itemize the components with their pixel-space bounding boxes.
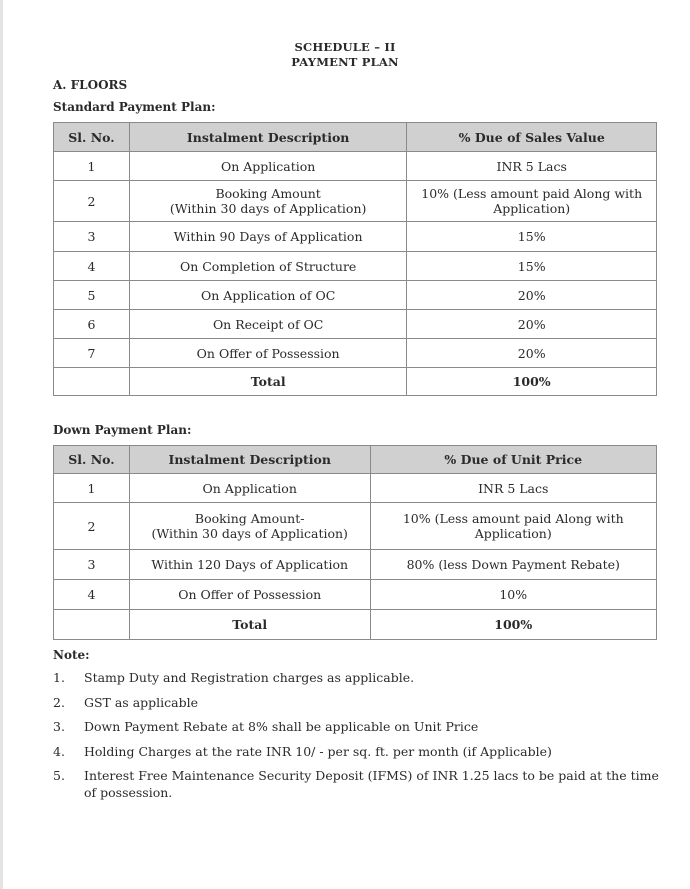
- total-value: 100%: [370, 610, 657, 640]
- table-row: [54, 339, 657, 368]
- serial-number: 5: [54, 281, 130, 310]
- column-header: Instalment Description: [129, 123, 407, 152]
- table-row: [54, 580, 657, 610]
- instalment-description: On Offer of Possession: [129, 580, 370, 610]
- note-number: 5.: [53, 768, 65, 783]
- note-number: 4.: [53, 743, 65, 759]
- note-text: Holding Charges at the rate INR 10/ - per sq. ft. per month (if Applicable): [84, 743, 552, 759]
- instalment-description: Within 120 Days of Application: [129, 550, 370, 580]
- due-value: [407, 181, 657, 222]
- empty-cell: [54, 610, 130, 640]
- table-row: [54, 181, 657, 222]
- serial-number: 1: [54, 474, 130, 503]
- serial-number: 7: [54, 339, 130, 368]
- instalment-description: On Offer of Possession: [129, 339, 407, 368]
- notes-list: [53, 670, 663, 809]
- due-line: Application): [493, 201, 571, 216]
- table-header-row: [54, 123, 657, 152]
- due-value: INR 5 Lacs: [407, 152, 657, 181]
- column-header: Instalment Description: [129, 446, 370, 474]
- note-text: Stamp Duty and Registration charges as applicable.: [84, 670, 415, 685]
- empty-cell: [54, 368, 130, 396]
- due-line: 10% (Less amount paid Along with: [421, 186, 643, 201]
- note-item: [53, 695, 663, 712]
- note-text: GST as applicable: [84, 694, 199, 710]
- column-header: % Due of Sales Value: [407, 123, 657, 152]
- total-row: [54, 368, 657, 396]
- description-line: (Within 30 days of Application): [151, 526, 348, 541]
- due-line: Application): [474, 526, 552, 541]
- table-header-row: [54, 446, 657, 474]
- note-text: Down Payment Rebate at 8% shall be applicable on Unit Price: [84, 719, 479, 734]
- down-plan-heading: Down Payment Plan:: [53, 423, 192, 437]
- table-row: [54, 222, 657, 252]
- instalment-description: Within 90 Days of Application: [129, 222, 407, 252]
- column-header: % Due of Unit Price: [370, 446, 657, 474]
- description-line: Booking Amount: [215, 186, 321, 201]
- table-row: [54, 474, 657, 503]
- column-header: Sl. No.: [54, 446, 130, 474]
- table-row: [54, 550, 657, 580]
- note-text: Interest Free Maintenance Security Deposit (IFMS) of INR 1.25 lacs to be paid at the time of possession.: [84, 768, 659, 800]
- note-number: 2.: [53, 694, 65, 710]
- due-value: 20%: [407, 281, 657, 310]
- serial-number: 6: [54, 310, 130, 339]
- total-value: 100%: [407, 368, 657, 396]
- instalment-description: On Application of OC: [129, 281, 407, 310]
- standard-plan-table: [53, 122, 657, 396]
- instalment-description: On Application: [129, 152, 407, 181]
- note-heading: Note:: [53, 648, 90, 662]
- due-line: 10% (Less amount paid Along with: [402, 511, 624, 526]
- due-value: [370, 503, 657, 550]
- total-row: [54, 610, 657, 640]
- due-value: 15%: [407, 222, 657, 252]
- serial-number: 2: [54, 181, 130, 222]
- serial-number: 3: [54, 550, 130, 580]
- table-row: [54, 310, 657, 339]
- standard-plan-heading: Standard Payment Plan:: [53, 100, 216, 114]
- note-number: 1.: [53, 670, 65, 685]
- due-value: 15%: [407, 252, 657, 281]
- column-header: Sl. No.: [54, 123, 130, 152]
- serial-number: 3: [54, 222, 130, 252]
- total-label: Total: [129, 368, 407, 396]
- total-label: Total: [129, 610, 370, 640]
- serial-number: 1: [54, 152, 130, 181]
- serial-number: 2: [54, 503, 130, 550]
- note-item: [53, 768, 663, 801]
- description-line: Booking Amount-: [194, 511, 305, 526]
- note-item: [53, 719, 663, 736]
- note-item: [53, 670, 663, 687]
- due-value: 80% (less Down Payment Rebate): [370, 550, 657, 580]
- schedule-title: SCHEDULE – II: [294, 40, 396, 54]
- down-plan-table: [53, 445, 657, 640]
- instalment-description: On Completion of Structure: [129, 252, 407, 281]
- due-value: 20%: [407, 310, 657, 339]
- serial-number: 4: [54, 580, 130, 610]
- page-edge: [0, 0, 3, 889]
- due-value: 10%: [370, 580, 657, 610]
- note-item: [53, 744, 663, 761]
- due-value: 20%: [407, 339, 657, 368]
- instalment-description: On Application: [129, 474, 370, 503]
- note-number: 3.: [53, 719, 65, 734]
- payment-plan-title: PAYMENT PLAN: [291, 55, 399, 69]
- table-row: [54, 152, 657, 181]
- due-value: INR 5 Lacs: [370, 474, 657, 503]
- table-row: [54, 252, 657, 281]
- description-line: (Within 30 days of Application): [169, 201, 367, 216]
- section-heading: A. FLOORS: [53, 78, 128, 92]
- table-row: [54, 503, 657, 550]
- instalment-description: On Receipt of OC: [129, 310, 407, 339]
- instalment-description: [129, 181, 407, 222]
- instalment-description: [129, 503, 370, 550]
- serial-number: 4: [54, 252, 130, 281]
- table-row: [54, 281, 657, 310]
